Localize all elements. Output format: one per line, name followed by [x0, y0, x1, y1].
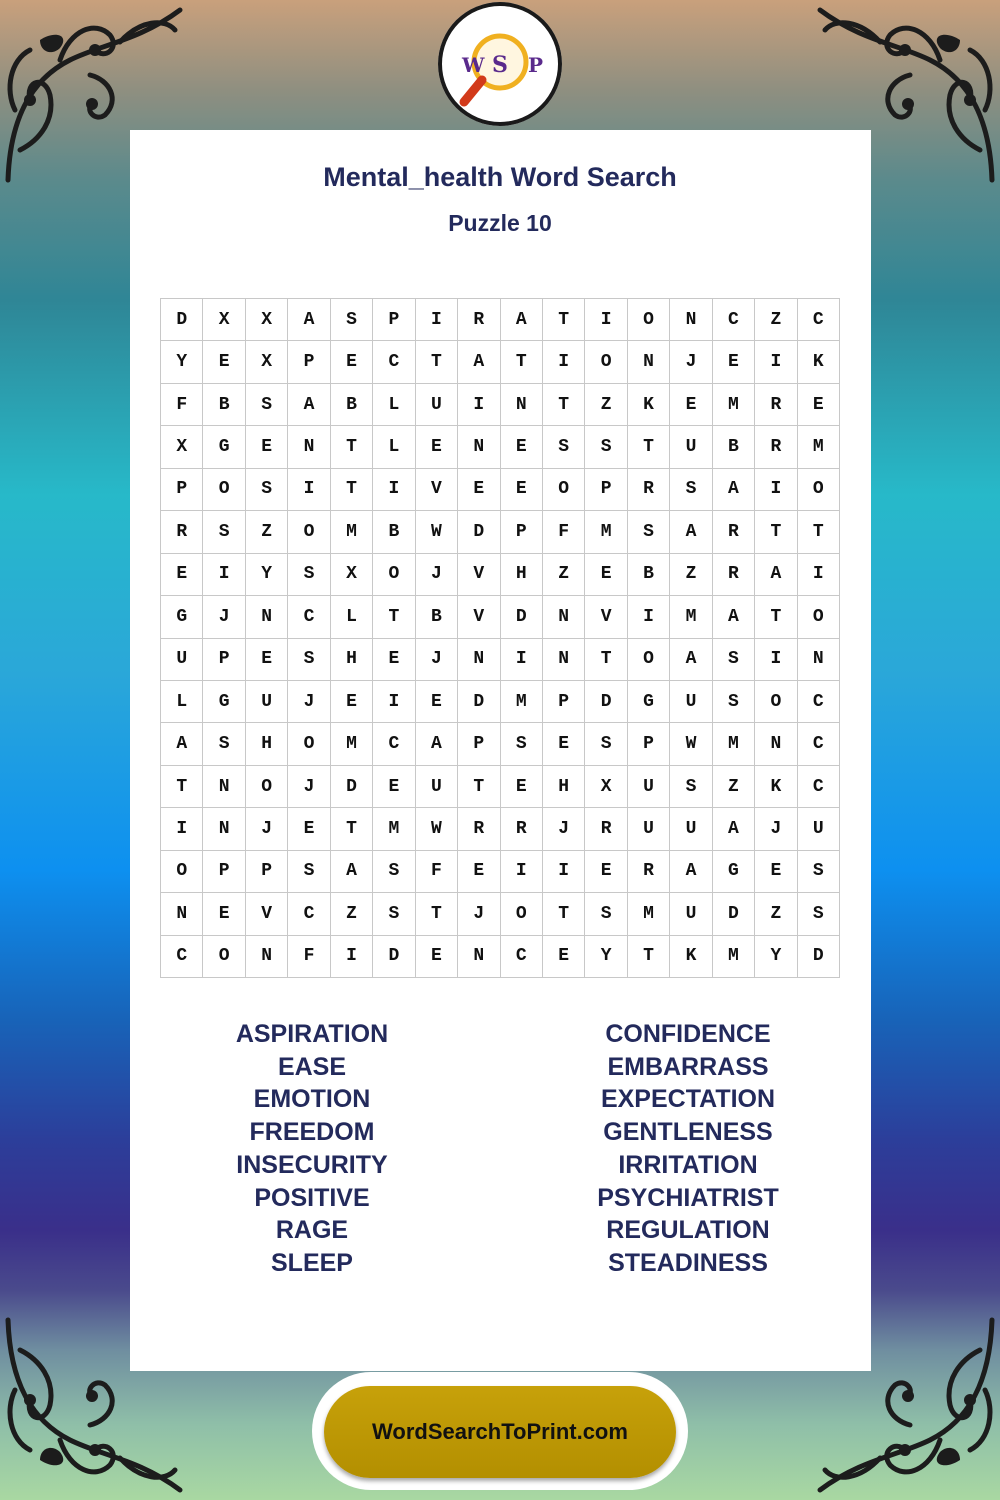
grid-cell[interactable]: S: [670, 469, 712, 511]
grid-cell[interactable]: B: [203, 384, 245, 426]
grid-cell[interactable]: V: [246, 893, 288, 935]
grid-cell[interactable]: D: [161, 299, 203, 341]
site-banner: [312, 1372, 688, 1490]
grid-cell[interactable]: N: [543, 596, 585, 638]
grid-cell[interactable]: N: [628, 341, 670, 383]
grid-cell[interactable]: T: [755, 596, 797, 638]
grid-cell[interactable]: E: [203, 893, 245, 935]
grid-cell[interactable]: J: [458, 893, 500, 935]
grid-cell[interactable]: E: [331, 341, 373, 383]
grid-cell[interactable]: I: [628, 596, 670, 638]
grid-cell[interactable]: T: [543, 893, 585, 935]
grid-cell[interactable]: I: [373, 469, 415, 511]
grid-cell[interactable]: F: [543, 511, 585, 553]
grid-cell[interactable]: I: [501, 851, 543, 893]
logo-letter-p: P: [528, 53, 544, 77]
grid-cell[interactable]: M: [373, 808, 415, 850]
grid-cell[interactable]: I: [585, 299, 627, 341]
grid-cell[interactable]: E: [458, 469, 500, 511]
grid-cell[interactable]: U: [670, 426, 712, 468]
grid-cell[interactable]: C: [161, 936, 203, 978]
grid-cell[interactable]: W: [416, 511, 458, 553]
grid-cell[interactable]: S: [331, 299, 373, 341]
grid-cell[interactable]: M: [713, 936, 755, 978]
grid-cell[interactable]: J: [416, 554, 458, 596]
grid-cell[interactable]: T: [373, 596, 415, 638]
grid-cell[interactable]: O: [203, 469, 245, 511]
grid-cell[interactable]: T: [543, 299, 585, 341]
grid-cell[interactable]: U: [628, 766, 670, 808]
grid-cell[interactable]: O: [543, 469, 585, 511]
grid-cell[interactable]: N: [458, 426, 500, 468]
logo-letter-w: W: [462, 53, 485, 77]
grid-cell[interactable]: O: [585, 341, 627, 383]
grid-cell[interactable]: U: [416, 766, 458, 808]
grid-cell[interactable]: J: [755, 808, 797, 850]
grid-cell[interactable]: R: [585, 808, 627, 850]
word-list-item: IRRITATION: [618, 1150, 758, 1179]
grid-cell[interactable]: D: [373, 936, 415, 978]
grid-cell[interactable]: U: [246, 681, 288, 723]
letter-grid: [160, 298, 840, 978]
grid-cell[interactable]: G: [628, 681, 670, 723]
grid-cell[interactable]: R: [501, 808, 543, 850]
grid-cell[interactable]: M: [798, 426, 840, 468]
grid-cell[interactable]: C: [501, 936, 543, 978]
grid-cell[interactable]: V: [458, 554, 500, 596]
grid-cell[interactable]: S: [203, 511, 245, 553]
grid-cell[interactable]: F: [288, 936, 330, 978]
grid-cell[interactable]: E: [246, 639, 288, 681]
grid-cell[interactable]: S: [373, 893, 415, 935]
grid-cell[interactable]: A: [288, 384, 330, 426]
grid-cell[interactable]: A: [713, 469, 755, 511]
grid-cell[interactable]: J: [203, 596, 245, 638]
grid-cell[interactable]: Z: [755, 299, 797, 341]
grid-cell[interactable]: E: [373, 766, 415, 808]
grid-cell[interactable]: N: [798, 639, 840, 681]
grid-cell[interactable]: U: [670, 808, 712, 850]
grid-cell[interactable]: E: [246, 426, 288, 468]
grid-cell[interactable]: R: [628, 469, 670, 511]
grid-cell[interactable]: Z: [246, 511, 288, 553]
grid-cell[interactable]: Y: [161, 341, 203, 383]
grid-cell[interactable]: N: [288, 426, 330, 468]
grid-cell[interactable]: V: [458, 596, 500, 638]
grid-cell[interactable]: J: [288, 681, 330, 723]
grid-cell[interactable]: G: [203, 681, 245, 723]
grid-cell[interactable]: M: [501, 681, 543, 723]
grid-cell[interactable]: U: [416, 384, 458, 426]
grid-cell[interactable]: U: [670, 681, 712, 723]
grid-cell[interactable]: F: [161, 384, 203, 426]
grid-cell[interactable]: P: [585, 469, 627, 511]
grid-cell[interactable]: N: [458, 639, 500, 681]
grid-cell[interactable]: I: [373, 681, 415, 723]
grid-cell[interactable]: T: [585, 639, 627, 681]
grid-cell[interactable]: E: [501, 469, 543, 511]
grid-cell[interactable]: N: [203, 808, 245, 850]
word-list-left: [152, 1018, 472, 1280]
grid-cell[interactable]: J: [670, 341, 712, 383]
grid-cell[interactable]: U: [161, 639, 203, 681]
logo-letter-s: S: [492, 52, 508, 78]
grid-cell[interactable]: P: [373, 299, 415, 341]
grid-cell[interactable]: O: [628, 639, 670, 681]
grid-cell[interactable]: I: [755, 341, 797, 383]
grid-cell[interactable]: R: [755, 384, 797, 426]
grid-cell[interactable]: C: [373, 341, 415, 383]
grid-cell[interactable]: X: [203, 299, 245, 341]
grid-cell[interactable]: A: [670, 511, 712, 553]
grid-cell[interactable]: Z: [670, 554, 712, 596]
grid-cell[interactable]: O: [628, 299, 670, 341]
grid-cell[interactable]: G: [713, 851, 755, 893]
grid-cell[interactable]: P: [203, 639, 245, 681]
grid-cell[interactable]: E: [373, 639, 415, 681]
grid-cell[interactable]: D: [713, 893, 755, 935]
grid-cell[interactable]: I: [543, 341, 585, 383]
magnifier-handle-icon: [464, 80, 482, 102]
grid-cell[interactable]: A: [161, 723, 203, 765]
grid-cell[interactable]: R: [161, 511, 203, 553]
word-list-item: CONFIDENCE: [605, 1020, 771, 1048]
grid-cell[interactable]: E: [755, 851, 797, 893]
grid-cell[interactable]: Y: [246, 554, 288, 596]
word-list-item: STEADINESS: [608, 1248, 768, 1277]
grid-cell[interactable]: O: [501, 893, 543, 935]
grid-cell[interactable]: S: [373, 851, 415, 893]
puzzle-number: Puzzle 10: [448, 210, 552, 236]
grid-cell[interactable]: A: [458, 341, 500, 383]
grid-cell[interactable]: X: [161, 426, 203, 468]
grid-cell[interactable]: H: [331, 639, 373, 681]
grid-cell[interactable]: C: [798, 723, 840, 765]
word-list-item: EXPECTATION: [600, 1085, 776, 1114]
grid-cell[interactable]: E: [585, 554, 627, 596]
grid-cell[interactable]: C: [713, 299, 755, 341]
grid-cell[interactable]: A: [713, 808, 755, 850]
grid-cell[interactable]: E: [288, 808, 330, 850]
grid-cell[interactable]: P: [203, 851, 245, 893]
grid-cell[interactable]: T: [416, 893, 458, 935]
grid-cell[interactable]: N: [755, 723, 797, 765]
grid-cell[interactable]: E: [543, 936, 585, 978]
grid-cell[interactable]: H: [246, 723, 288, 765]
grid-cell[interactable]: S: [713, 681, 755, 723]
grid-cell[interactable]: P: [628, 723, 670, 765]
grid-cell[interactable]: E: [416, 426, 458, 468]
grid-cell[interactable]: H: [543, 766, 585, 808]
grid-cell[interactable]: S: [501, 723, 543, 765]
grid-cell[interactable]: A: [713, 596, 755, 638]
grid-cell[interactable]: J: [543, 808, 585, 850]
grid-cell[interactable]: B: [713, 426, 755, 468]
grid-cell[interactable]: T: [798, 511, 840, 553]
grid-cell[interactable]: V: [585, 596, 627, 638]
grid-cell[interactable]: S: [288, 554, 330, 596]
grid-cell[interactable]: Z: [713, 766, 755, 808]
grid-cell[interactable]: G: [161, 596, 203, 638]
grid-cell[interactable]: C: [798, 299, 840, 341]
grid-cell[interactable]: X: [331, 554, 373, 596]
grid-cell[interactable]: G: [203, 426, 245, 468]
grid-cell[interactable]: P: [458, 723, 500, 765]
grid-cell[interactable]: W: [670, 723, 712, 765]
site-link[interactable]: WordSearchToPrint.com: [324, 1386, 676, 1478]
word-list-item: FREEDOM: [249, 1118, 375, 1147]
grid-cell[interactable]: X: [585, 766, 627, 808]
grid-cell[interactable]: O: [288, 511, 330, 553]
grid-cell[interactable]: I: [203, 554, 245, 596]
grid-cell[interactable]: N: [501, 384, 543, 426]
grid-cell[interactable]: A: [331, 851, 373, 893]
grid-cell[interactable]: R: [713, 511, 755, 553]
page-title: Mental_health Word Search: [323, 162, 677, 192]
word-list-item: EASE: [277, 1052, 347, 1081]
grid-cell[interactable]: T: [628, 936, 670, 978]
grid-cell[interactable]: M: [331, 511, 373, 553]
grid-cell[interactable]: S: [628, 511, 670, 553]
grid-cell[interactable]: C: [798, 766, 840, 808]
grid-cell[interactable]: O: [203, 936, 245, 978]
grid-cell[interactable]: S: [246, 469, 288, 511]
grid-cell[interactable]: M: [585, 511, 627, 553]
grid-cell[interactable]: X: [246, 341, 288, 383]
grid-cell[interactable]: U: [628, 808, 670, 850]
grid-cell[interactable]: T: [331, 469, 373, 511]
grid-cell[interactable]: D: [458, 511, 500, 553]
grid-cell[interactable]: S: [713, 639, 755, 681]
grid-cell[interactable]: S: [246, 384, 288, 426]
grid-cell[interactable]: T: [628, 426, 670, 468]
grid-cell[interactable]: C: [373, 723, 415, 765]
grid-cell[interactable]: C: [288, 893, 330, 935]
grid-cell[interactable]: E: [331, 681, 373, 723]
grid-cell[interactable]: J: [288, 766, 330, 808]
grid-cell[interactable]: E: [416, 936, 458, 978]
grid-cell[interactable]: O: [161, 851, 203, 893]
grid-cell[interactable]: A: [670, 851, 712, 893]
word-list-item: EMBARRASS: [607, 1052, 769, 1081]
grid-cell[interactable]: O: [246, 766, 288, 808]
grid-cell[interactable]: S: [670, 766, 712, 808]
grid-cell[interactable]: E: [203, 341, 245, 383]
grid-cell[interactable]: X: [246, 299, 288, 341]
grid-cell[interactable]: U: [670, 893, 712, 935]
grid-cell[interactable]: D: [501, 596, 543, 638]
grid-cell[interactable]: B: [416, 596, 458, 638]
grid-cell[interactable]: E: [798, 384, 840, 426]
grid-cell[interactable]: E: [501, 426, 543, 468]
grid-cell[interactable]: P: [288, 341, 330, 383]
grid-cell[interactable]: T: [416, 341, 458, 383]
grid-cell[interactable]: O: [288, 723, 330, 765]
word-list-item: REGULATION: [606, 1216, 770, 1245]
grid-cell[interactable]: D: [331, 766, 373, 808]
grid-cell[interactable]: T: [161, 766, 203, 808]
grid-cell[interactable]: E: [501, 766, 543, 808]
grid-cell[interactable]: S: [585, 723, 627, 765]
grid-cell[interactable]: T: [331, 808, 373, 850]
grid-cell[interactable]: O: [755, 681, 797, 723]
grid-cell[interactable]: P: [246, 851, 288, 893]
grid-cell[interactable]: S: [798, 851, 840, 893]
grid-cell[interactable]: N: [203, 766, 245, 808]
grid-cell[interactable]: K: [798, 341, 840, 383]
word-list-item: ASPIRATION: [235, 1020, 389, 1048]
grid-cell[interactable]: M: [628, 893, 670, 935]
grid-cell[interactable]: D: [585, 681, 627, 723]
grid-cell[interactable]: E: [161, 554, 203, 596]
grid-cell[interactable]: R: [713, 554, 755, 596]
grid-cell[interactable]: B: [331, 384, 373, 426]
grid-cell[interactable]: N: [458, 936, 500, 978]
grid-cell[interactable]: U: [798, 808, 840, 850]
grid-cell[interactable]: K: [628, 384, 670, 426]
grid-cell[interactable]: I: [755, 639, 797, 681]
grid-cell[interactable]: N: [543, 639, 585, 681]
word-list-item: EMOTION: [253, 1085, 371, 1114]
grid-cell[interactable]: W: [416, 808, 458, 850]
grid-cell[interactable]: R: [628, 851, 670, 893]
grid-cell[interactable]: I: [288, 469, 330, 511]
grid-cell[interactable]: E: [585, 851, 627, 893]
grid-cell[interactable]: I: [543, 851, 585, 893]
grid-cell[interactable]: E: [416, 681, 458, 723]
grid-cell[interactable]: M: [670, 596, 712, 638]
word-list-item: GENTLENESS: [603, 1118, 773, 1147]
word-list-item: SLEEP: [271, 1248, 353, 1277]
grid-cell[interactable]: Z: [331, 893, 373, 935]
grid-cell[interactable]: Z: [543, 554, 585, 596]
grid-cell[interactable]: B: [373, 511, 415, 553]
grid-cell[interactable]: E: [670, 384, 712, 426]
word-list-item: RAGE: [275, 1216, 349, 1245]
grid-cell[interactable]: J: [416, 639, 458, 681]
grid-cell[interactable]: P: [161, 469, 203, 511]
grid-cell[interactable]: M: [713, 723, 755, 765]
grid-cell[interactable]: S: [543, 426, 585, 468]
grid-cell[interactable]: I: [798, 554, 840, 596]
grid-cell[interactable]: Y: [585, 936, 627, 978]
grid-cell[interactable]: O: [798, 596, 840, 638]
grid-cell[interactable]: H: [501, 554, 543, 596]
grid-cell[interactable]: S: [798, 893, 840, 935]
grid-cell[interactable]: I: [458, 384, 500, 426]
grid-cell[interactable]: E: [713, 341, 755, 383]
grid-cell[interactable]: C: [288, 596, 330, 638]
grid-cell[interactable]: F: [416, 851, 458, 893]
word-list-right: [528, 1018, 848, 1280]
grid-cell[interactable]: P: [501, 511, 543, 553]
grid-cell[interactable]: P: [543, 681, 585, 723]
grid-cell[interactable]: N: [161, 893, 203, 935]
grid-cell[interactable]: T: [501, 341, 543, 383]
grid-cell[interactable]: E: [458, 851, 500, 893]
grid-cell[interactable]: N: [246, 596, 288, 638]
grid-cell[interactable]: S: [288, 639, 330, 681]
grid-cell[interactable]: L: [161, 681, 203, 723]
grid-cell[interactable]: N: [246, 936, 288, 978]
grid-cell[interactable]: I: [416, 299, 458, 341]
grid-cell[interactable]: T: [458, 766, 500, 808]
grid-cell[interactable]: I: [501, 639, 543, 681]
word-list-item: POSITIVE: [254, 1183, 370, 1212]
grid-cell[interactable]: R: [755, 426, 797, 468]
grid-cell[interactable]: V: [416, 469, 458, 511]
grid-cell[interactable]: A: [288, 299, 330, 341]
grid-cell[interactable]: C: [798, 681, 840, 723]
grid-cell[interactable]: S: [585, 426, 627, 468]
grid-cell[interactable]: M: [331, 723, 373, 765]
grid-cell[interactable]: N: [670, 299, 712, 341]
grid-cell[interactable]: L: [373, 426, 415, 468]
grid-cell[interactable]: I: [161, 808, 203, 850]
grid-cell[interactable]: S: [288, 851, 330, 893]
grid-cell[interactable]: T: [755, 511, 797, 553]
grid-cell[interactable]: O: [798, 469, 840, 511]
grid-cell[interactable]: S: [585, 893, 627, 935]
grid-cell[interactable]: S: [203, 723, 245, 765]
grid-cell[interactable]: T: [543, 384, 585, 426]
grid-cell[interactable]: M: [713, 384, 755, 426]
grid-cell[interactable]: T: [331, 426, 373, 468]
word-list-item: PSYCHIATRIST: [597, 1183, 779, 1212]
word-list-item: INSECURITY: [236, 1150, 388, 1179]
grid-cell[interactable]: D: [798, 936, 840, 978]
grid-cell[interactable]: L: [331, 596, 373, 638]
grid-cell[interactable]: R: [458, 299, 500, 341]
grid-cell[interactable]: Z: [585, 384, 627, 426]
grid-cell[interactable]: Z: [755, 893, 797, 935]
wsp-logo: [438, 2, 562, 126]
grid-cell[interactable]: R: [458, 808, 500, 850]
grid-cell[interactable]: J: [246, 808, 288, 850]
grid-cell[interactable]: I: [331, 936, 373, 978]
grid-cell[interactable]: B: [628, 554, 670, 596]
grid-cell[interactable]: A: [755, 554, 797, 596]
grid-cell[interactable]: A: [670, 639, 712, 681]
grid-cell[interactable]: K: [670, 936, 712, 978]
grid-cell[interactable]: O: [373, 554, 415, 596]
grid-cell[interactable]: I: [755, 469, 797, 511]
grid-cell[interactable]: E: [543, 723, 585, 765]
grid-cell[interactable]: L: [373, 384, 415, 426]
grid-cell[interactable]: Y: [755, 936, 797, 978]
grid-cell[interactable]: K: [755, 766, 797, 808]
grid-cell[interactable]: A: [416, 723, 458, 765]
grid-cell[interactable]: A: [501, 299, 543, 341]
grid-cell[interactable]: D: [458, 681, 500, 723]
